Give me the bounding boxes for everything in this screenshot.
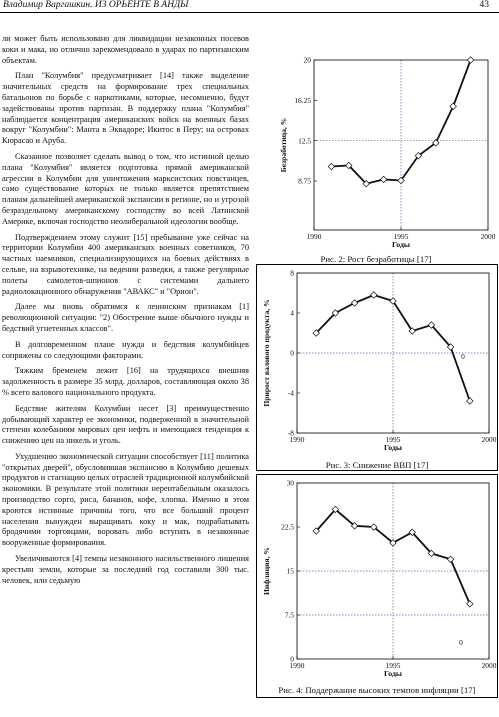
figure-frame — [256, 264, 498, 471]
data-point — [467, 398, 473, 404]
x-tick-label: 1990 — [289, 435, 305, 444]
page-number: 43 — [479, 0, 489, 10]
text-column — [2, 34, 249, 591]
y-tick-label: 8.75 — [298, 176, 311, 186]
y-tick-label: 12.5 — [298, 136, 311, 146]
y-tick-label: -4 — [287, 388, 294, 398]
x-tick-label: 2000 — [481, 435, 497, 444]
x-axis-label: Годы — [384, 443, 402, 452]
data-point — [450, 103, 456, 109]
running-header — [0, 0, 499, 13]
running-title: Владимир Варгашкин. ИЗ ОРЬЕНТЕ В АНДЫ — [3, 0, 189, 10]
x-tick-label: 1995 — [385, 661, 401, 670]
data-point — [447, 556, 453, 562]
data-point — [328, 163, 334, 169]
y-tick-label: 22.5 — [281, 522, 294, 532]
x-tick-label: 1990 — [289, 661, 305, 670]
annotation-label: 0 — [459, 638, 463, 647]
figure-caption: Рис. 3: Снижение ВВП [17] — [325, 460, 429, 470]
unemployment-chart — [256, 46, 496, 254]
figure-caption: Рис. 2: Рост безработицы [17] — [320, 254, 432, 264]
x-tick-label: 1995 — [385, 435, 401, 444]
y-tick-label: 15 — [286, 566, 294, 576]
y-tick-label: 4 — [290, 308, 294, 318]
paragraph: План "Колумбия" предусматривает [14] также выделение значительных средств на формирование трех специальных батальонов по борьбе с наркотиками, которые, несомненно, будут задействованы против партизан. В поддержку плана "Колумбия" наблюдается концентрация американских войск на военных базах вокруг "Колумбии": Манта в Эквадоре; Икитос в Перу; на островах Кюрасао и Аруба. — [2, 71, 249, 146]
paragraph: Подтверждением этому служит [15] пребывание уже сейчас на территории Колумбии 400 американских военных советников, 70 частных наемников, специализирующихся на боевых действиях в сельве, на взрывотехнике, на ведении разведки, а также регулярные полеты самолетов-шпионов с системами дальнего радиолокационного обнаружения "АВАКС" и "Орион". — [2, 232, 249, 296]
paragraph: Увеличиваются [4] темпы незаконного насильственного лишения крестьян земли, которые за последний год составили 300 тыс. человек, или седьмую — [2, 554, 249, 585]
x-axis-label: Годы — [392, 240, 410, 249]
y-tick-label: 0 — [290, 654, 294, 664]
x-axis-label: Годы — [384, 669, 402, 678]
x-tick-label: 1990 — [306, 232, 322, 241]
figure-frame — [256, 474, 498, 698]
y-axis-label: Инфляция, % — [262, 547, 271, 595]
y-axis-label: Прирост валового продукта, % — [262, 299, 271, 407]
paragraph: Бедствие жителям Колумбии несет [3] преимущественно добывающий характер ее экономики, подверженной в значительной степени колебаниям мировых цен нефть и имеющаяся тенденция к снижению цен на никель и уголь. — [2, 403, 249, 446]
paragraph: ли может быть использовано для ликвидации незаконных посевов коки и мака, но отлично зарекомендовало в ударах по партизанским объектам. — [2, 34, 249, 65]
gdp-chart — [257, 265, 497, 455]
y-tick-label: 8 — [290, 268, 294, 278]
y-axis-label: Безработица, % — [279, 117, 288, 173]
annotation-label: 0 — [461, 352, 465, 361]
paragraph: Тяжким бременем лежит [16] на трудящихся внешняя задолженность в размере 35 млрд. долларов, составляющая около 38 % всего валового национального продукта. — [2, 366, 249, 397]
y-tick-label: 7.5 — [284, 610, 294, 620]
x-tick-label: 1995 — [393, 232, 409, 241]
paragraph: Сказанное позволяет сделать вывод о том, что истинной целью плана "Колумбия" является подготовка прямой американской агрессии в Колумбии для уничтожения марксистских повстанцев, само существование которых не только является препятствием планам дальнейшей американской экспансии в регионе, но и угрозой безраздельному американскому господству во всей Латинской Америке, включая господство неолиберальной идеологии вообще. — [2, 151, 249, 226]
x-tick-label: 2000 — [481, 661, 497, 670]
series-line — [316, 509, 470, 603]
paragraph: В долговременном плане нужда и бедствия колумбийцев сопряжены со следующими факторами. — [2, 339, 249, 360]
figure-caption: Рис. 4: Поддержание высоких темпов инфляции [17] — [278, 685, 476, 695]
inflation-chart — [257, 475, 497, 680]
y-tick-label: 30 — [286, 478, 294, 488]
data-point — [371, 292, 377, 298]
y-tick-label: 20 — [303, 55, 311, 65]
data-point — [380, 176, 386, 182]
y-tick-label: -8 — [287, 428, 294, 438]
paragraph: Ухудшению экономической ситуации способствует [11] политика "открытых дверей", обусловившая экспансию в Колумбию дешевых продуктов и стагнацию целых отраслей традиционной колумбийской экономики. В результате этой политики нерентабельным оказалось производство сорго, риса, бананов, кофе, хлопка. Именно в этом кроются истинные причины того, что все больший процент населения вынужден выращивать коку и мак, подрабатывать бродячими торговцами, воровать либо вступать в незаконные вооруженные формирования. — [2, 451, 249, 548]
paragraph: Далее мы вновь обратимся к ленинским признакам [1] революционной ситуации: "2) Обострение выше обычного нужды и бедствий угнетенных классов". — [2, 302, 249, 333]
data-point — [467, 601, 473, 607]
data-point — [467, 57, 473, 63]
y-tick-label: 0 — [290, 348, 294, 358]
data-point — [351, 300, 357, 306]
y-tick-label: 16.25 — [294, 95, 311, 105]
x-tick-label: 2000 — [480, 232, 496, 241]
figure-unemployment — [256, 46, 496, 264]
